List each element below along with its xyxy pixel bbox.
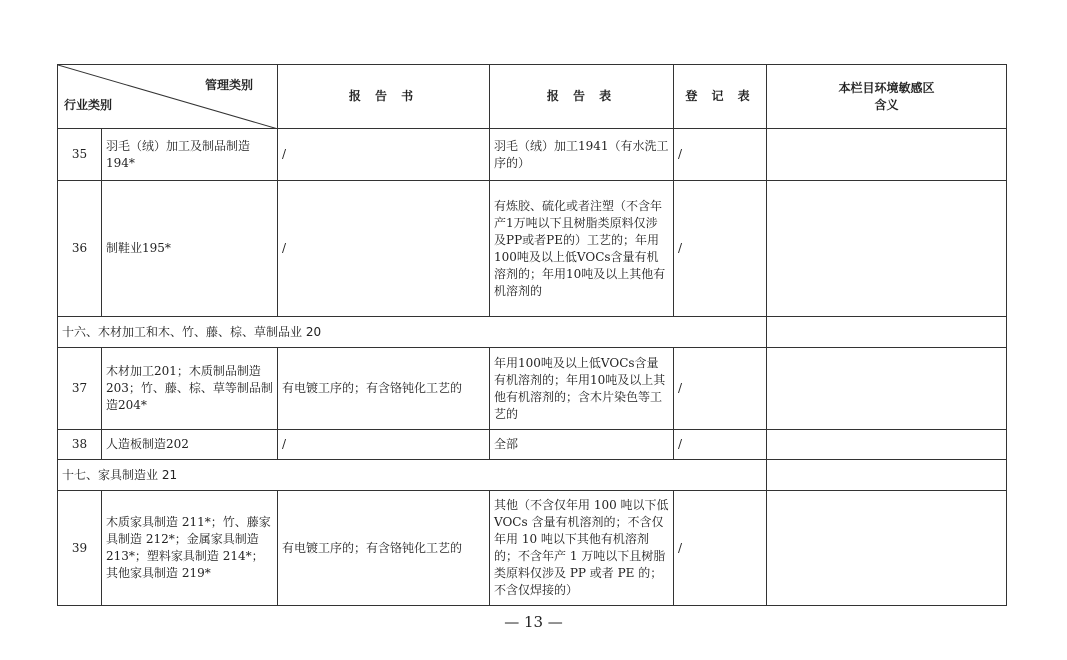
sensitive-area-cell xyxy=(767,460,1007,491)
section-row xyxy=(58,317,1007,348)
sensitive-area-cell xyxy=(767,348,1007,430)
column-header-sensitive-area: 本栏目环境敏感区 含义 xyxy=(767,65,1007,129)
industry-cell: 木材加工201；木质制品制造203；竹、藤、棕、草等制品制造204* xyxy=(102,348,278,430)
row-number: 35 xyxy=(58,129,102,181)
sensitive-area-cell xyxy=(767,430,1007,460)
report-book-cell: / xyxy=(278,181,490,317)
management-category-label: 管理类别 xyxy=(204,78,253,92)
section-heading: 十七、家具制造业 21 xyxy=(58,460,767,491)
table-row xyxy=(58,430,1007,460)
sensitive-area-cell xyxy=(767,317,1007,348)
page-number: — 13 — xyxy=(504,613,563,631)
sensitive-area-cell xyxy=(767,129,1007,181)
table-row xyxy=(58,348,1007,430)
register-form-cell: / xyxy=(674,348,767,430)
table-row xyxy=(58,181,1007,317)
column-header-report-form: 报 告 表 xyxy=(490,65,674,129)
industry-cell: 人造板制造202 xyxy=(102,430,278,460)
report-book-cell: 有电镀工序的；有含铬钝化工艺的 xyxy=(278,491,490,606)
report-book-cell: / xyxy=(278,430,490,460)
report-form-cell: 全部 xyxy=(490,430,674,460)
register-form-cell: / xyxy=(674,430,767,460)
register-form-cell: / xyxy=(674,491,767,606)
sensitive-area-cell xyxy=(767,181,1007,317)
table-row xyxy=(58,491,1007,606)
row-number: 39 xyxy=(58,491,102,606)
report-form-cell: 其他（不含仅年用 100 吨以下低 VOCs 含量有机溶剂的；不含仅年用 10 吨以下其他有机溶剂的；不含年产 1 万吨以下且树脂类原料仅涉及 PP 或者 PE 的；不含仅焊接的） xyxy=(490,491,674,606)
sensitive-area-cell xyxy=(767,491,1007,606)
row-number: 38 xyxy=(58,430,102,460)
industry-cell: 制鞋业195* xyxy=(102,181,278,317)
register-form-cell: / xyxy=(674,181,767,317)
report-form-cell: 有炼胶、硫化或者注塑（不含年产1万吨以下且树脂类原料仅涉及PP或者PE的）工艺的；年用100吨及以上低VOCs含量有机溶剂的；年用10吨及以上其他有机溶剂的 xyxy=(490,181,674,317)
column-header-report-book: 报 告 书 xyxy=(278,65,490,129)
industry-cell: 木质家具制造 211*；竹、藤家具制造 212*；金属家具制造 213*；塑料家具制造 214*；其他家具制造 219* xyxy=(102,491,278,606)
register-form-cell: / xyxy=(674,129,767,181)
corner-header-cell xyxy=(58,65,278,129)
column-header-register-form: 登 记 表 xyxy=(674,65,767,129)
section-row xyxy=(58,460,1007,491)
industry-category-label: 行业类别 xyxy=(64,98,113,112)
report-form-cell: 羽毛（绒）加工1941（有水洗工序的） xyxy=(490,129,674,181)
row-number: 36 xyxy=(58,181,102,317)
table-header-row xyxy=(58,65,1007,129)
report-book-cell: / xyxy=(278,129,490,181)
classification-table xyxy=(57,64,1007,606)
section-heading: 十六、木材加工和木、竹、藤、棕、草制品业 20 xyxy=(58,317,767,348)
table-row xyxy=(58,129,1007,181)
report-form-cell: 年用100吨及以上低VOCs含量有机溶剂的；年用10吨及以上其他有机溶剂的；含木片染色等工艺的 xyxy=(490,348,674,430)
report-book-cell: 有电镀工序的；有含铬钝化工艺的 xyxy=(278,348,490,430)
industry-cell: 羽毛（绒）加工及制品制造194* xyxy=(102,129,278,181)
row-number: 37 xyxy=(58,348,102,430)
